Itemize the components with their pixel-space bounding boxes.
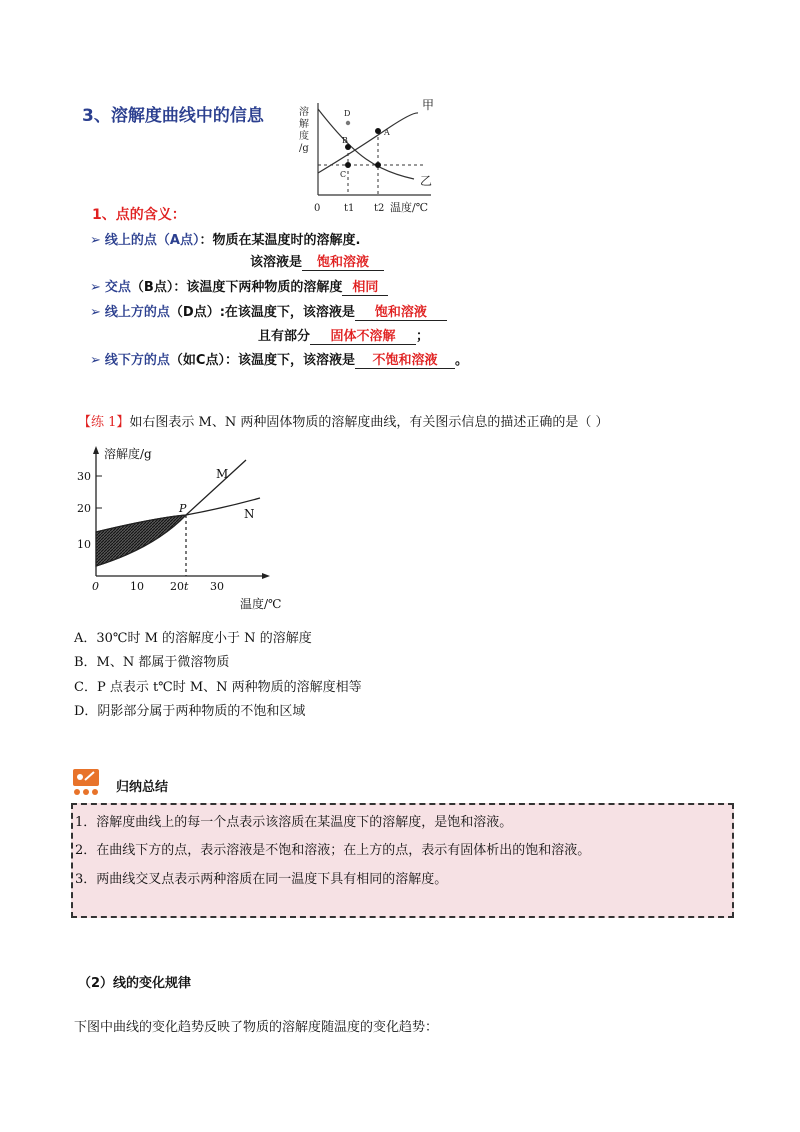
curve-n-label: N xyxy=(244,507,255,521)
mn-solubility-graph xyxy=(74,438,282,613)
answer-saturated-2: 饱和溶液 xyxy=(355,301,447,321)
x-axis-label: 温度/℃ xyxy=(240,597,282,611)
mini-y-label-3: 度 xyxy=(299,131,309,142)
exercise-tag: 【练 1】 xyxy=(78,415,130,430)
mini-x-label: 温度/℃ xyxy=(390,201,429,214)
summary-item-1: 1．溶解度曲线上的每一个点表示该溶质在某温度下的溶解度，是饱和溶液。 xyxy=(75,815,513,830)
svg-text:t: t xyxy=(184,580,189,593)
slide-image xyxy=(78,95,533,370)
curve-jia xyxy=(318,113,418,173)
answer-unsaturated: 不饱和溶液 xyxy=(355,349,455,369)
point-p: P xyxy=(179,502,187,515)
row-above-curve: ➢ 线上方的点（D点）:在该温度下，该溶液是 饱和溶液 xyxy=(90,301,447,321)
slide-subhead: 1、点的含义： xyxy=(92,207,186,223)
answer-undissolved: 固体不溶解 xyxy=(310,325,416,345)
option-c[interactable]: C．P 点表示 t℃时 M、N 两种物质的溶解度相等 xyxy=(74,680,362,695)
mini-y-label-2: 解 xyxy=(299,119,309,130)
svg-text:B: B xyxy=(342,136,348,145)
answer-saturated: 饱和溶液 xyxy=(302,251,384,271)
row-above-curve-answer: 且有部分 固体不溶解 ； xyxy=(258,325,429,345)
curve-yi xyxy=(318,109,414,179)
mini-y-label-4: /g xyxy=(299,143,309,154)
svg-text:D: D xyxy=(344,109,351,118)
row-below-curve: ➢ 线下方的点（如C点）：该温度下，该溶液是 不饱和溶液 。 xyxy=(90,349,468,369)
mini-solubility-graph xyxy=(296,95,446,220)
svg-text:A: A xyxy=(384,128,390,137)
summary-icon xyxy=(72,768,100,796)
point-a xyxy=(375,128,381,134)
mini-y-label-1: 溶 xyxy=(299,107,309,118)
svg-text:20: 20 xyxy=(77,502,91,515)
y-axis-label: 溶解度/g xyxy=(104,447,152,461)
exercise-question: 【练 1】如右图表示 M、N 两种固体物质的溶解度曲线，有关图示信息的描述正确的是（ ） xyxy=(78,415,609,430)
summary-item-3: 3．两曲线交叉点表示两种溶质在同一温度下具有相同的溶解度。 xyxy=(75,872,448,887)
row-on-curve-answer: 该溶液是 饱和溶液 xyxy=(250,251,384,271)
summary-item-2: 2．在曲线下方的点，表示溶液是不饱和溶液；在上方的点，表示有固体析出的饱和溶液。 xyxy=(75,843,591,858)
summary-title: 归纳总结 xyxy=(116,780,169,795)
answer-same: 相同 xyxy=(342,276,388,296)
point-c xyxy=(345,162,351,168)
option-d[interactable]: D．阴影部分属于两种物质的不饱和区域 xyxy=(74,704,306,719)
point-intersect xyxy=(375,162,381,168)
section-paragraph: 下图中曲线的变化趋势反映了物质的溶解度随温度的变化趋势： xyxy=(74,1020,439,1035)
svg-text:30: 30 xyxy=(77,470,91,483)
svg-text:0: 0 xyxy=(314,203,321,214)
summary-box xyxy=(71,803,734,918)
option-b[interactable]: B．M、N 都属于微溶物质 xyxy=(74,655,230,670)
svg-text:20: 20 xyxy=(170,580,184,593)
option-a[interactable]: A．30℃时 M 的溶解度小于 N 的溶解度 xyxy=(74,631,312,646)
curve-m-label: M xyxy=(216,467,229,481)
svg-text:t2: t2 xyxy=(374,203,385,214)
svg-text:30: 30 xyxy=(210,580,224,593)
section-heading: （2）线的变化规律 xyxy=(78,976,192,991)
row-on-curve: ➢ 线上的点（A点）：物质在某温度时的溶解度. xyxy=(90,233,361,248)
svg-text:10: 10 xyxy=(77,538,91,551)
svg-text:t1: t1 xyxy=(344,203,355,214)
curve-yi-label: 乙 xyxy=(420,174,433,188)
row-intersection: ➢ 交点（B点）：该温度下两种物质的溶解度 相同 xyxy=(90,276,388,296)
svg-text:0: 0 xyxy=(92,580,99,593)
curve-n xyxy=(96,498,260,532)
svg-text:10: 10 xyxy=(130,580,144,593)
slide-title: 3、溶解度曲线中的信息 xyxy=(82,106,264,126)
point-d xyxy=(346,121,350,125)
svg-text:C: C xyxy=(340,170,347,179)
curve-jia-label: 甲 xyxy=(422,98,435,112)
